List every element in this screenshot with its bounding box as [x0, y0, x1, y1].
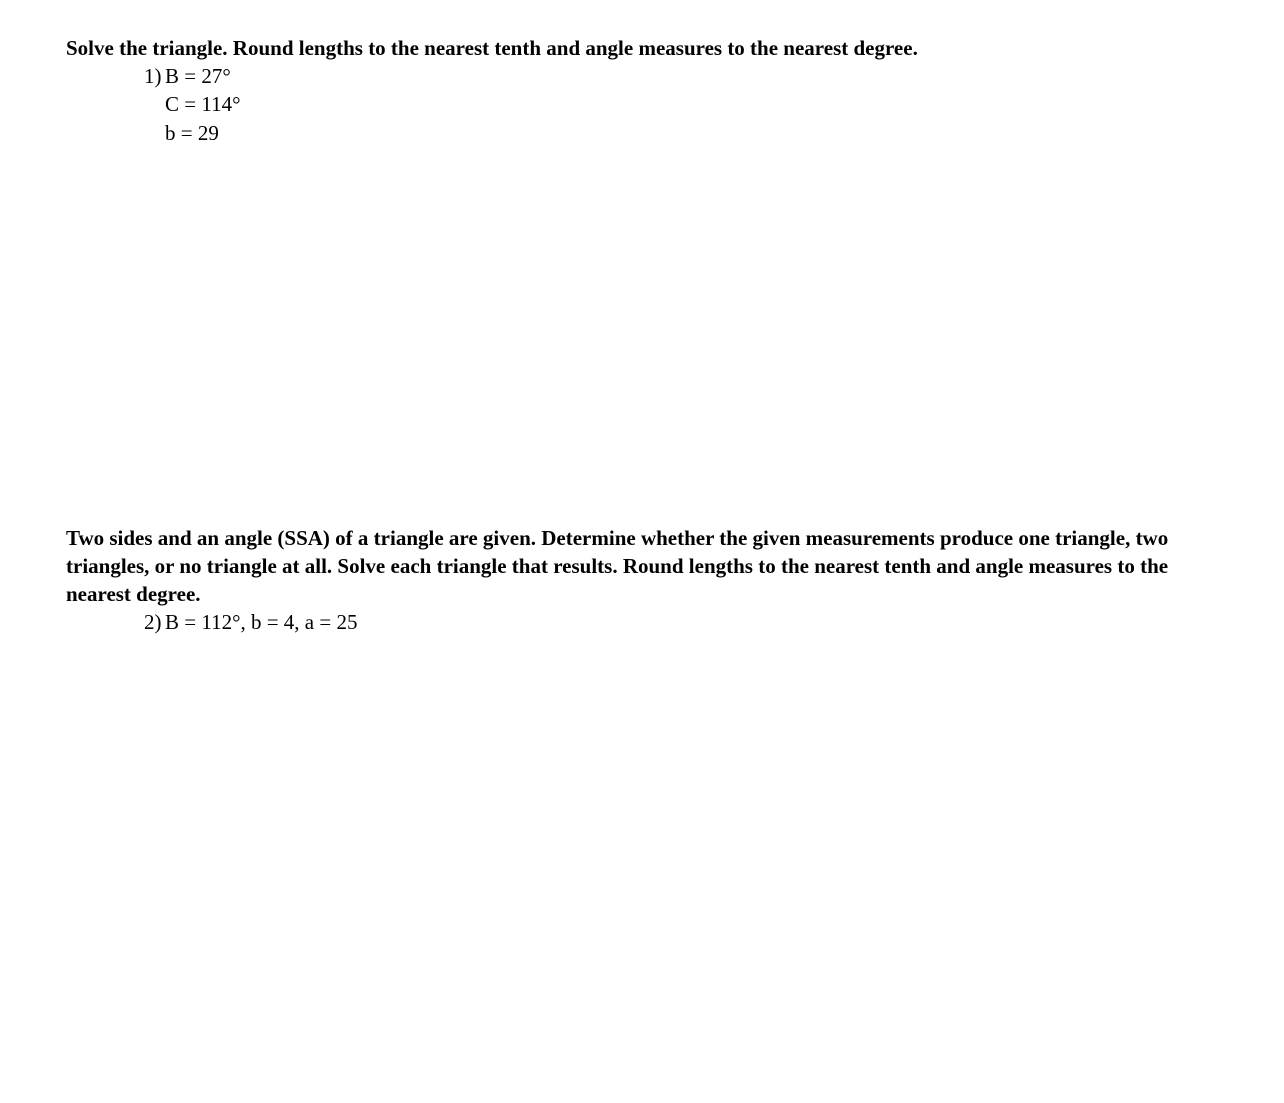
problem-1-given-side-b: b = 29 [165, 121, 219, 145]
problem-1-given-angle-c: C = 114° [165, 92, 241, 116]
problem-1-number: 1) [144, 64, 162, 88]
instruction-solve-triangle: Solve the triangle. Round lengths to the nearest tenth and angle measures to the nearest degree. [66, 36, 918, 60]
problem-2-givens: B = 112°, b = 4, a = 25 [165, 610, 358, 634]
problem-2-number: 2) [144, 610, 162, 634]
problem-1-given-angle-b: B = 27° [165, 64, 231, 88]
instruction-ssa: Two sides and an angle (SSA) of a triangle are given. Determine whether the given measurements produce one triangle, two triangles, or no triangle at all. Solve each triangle that results. Round lengths to the nearest tenth and angle measures to the nearest degree. [66, 526, 1169, 606]
